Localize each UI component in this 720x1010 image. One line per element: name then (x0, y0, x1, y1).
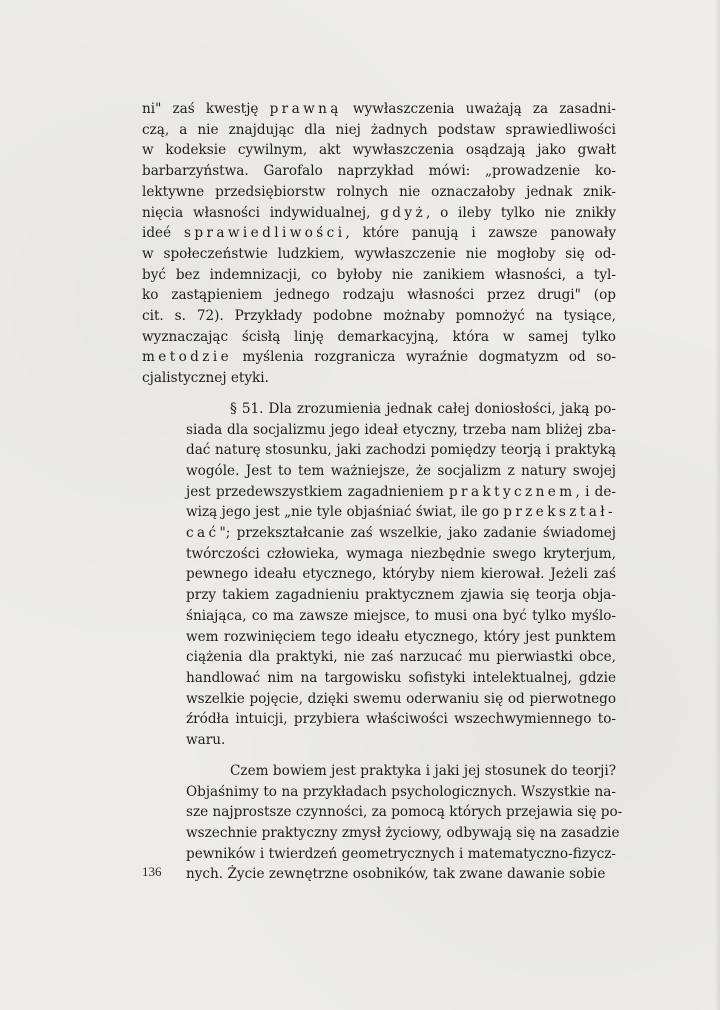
text-line: § 51. Dla zrozumienia jednak całej doniosłości, jaką po- (230, 400, 616, 417)
paragraph-1 (142, 99, 616, 389)
text-line: handlować nim na targowisku sofistyki intelektualnej, gdzie (186, 669, 616, 686)
text-line: wizą jego jest „nie tyle objaśniać świat, ile go przekształ- (186, 504, 616, 521)
text-line: czą, a nie znajdując dla niej żadnych podstaw sprawiedliwości (142, 121, 616, 138)
text-line: wszelkie pojęcie, dzięki swemu oderwaniu się od pierwotnego (186, 690, 616, 707)
text-line: jest przedewszystkiem zagadnieniem praktycznem, i de- (186, 483, 617, 500)
spaced-emphasis: przekształ- (503, 504, 616, 521)
text-line: wogóle. Jest to tem ważniejsze, że socjalizm z natury swojej (186, 462, 616, 479)
text-line: ideé sprawiedliwości, które panują i zawsze panowały (142, 225, 616, 242)
text-line: pewników i twierdzeń geometrycznych i matematyczno-fizycz- (186, 845, 616, 862)
text-line: waru. (186, 732, 226, 749)
paragraph-2 (142, 399, 616, 751)
text-line: siada dla socjalizmu jego ideał etyczny, trzeba nam bliżej zba- (186, 421, 616, 438)
text-line: cjalistycznej etyki. (142, 370, 269, 387)
text-line: przy takiem zagadnieniu praktycznem zjawia się teorja obja- (186, 587, 616, 604)
text-line: ciążenia dla praktyki, nie zaś narzucać mu pierwiastki obce, (186, 649, 616, 666)
page-number: 136 (142, 864, 162, 879)
text-line: dać naturę stosunku, jaki zachodzi pomiędzy teorją i praktyką (186, 442, 616, 459)
text-line: być bez indemnizacji, co byłoby nie zanikiem własności, a tyl- (142, 266, 616, 283)
spaced-emphasis: prawną (269, 101, 342, 117)
paragraph-3 (142, 761, 623, 885)
text-line: pewnego ideału etycznego, któryby niem kierował. Jeżeli zaś (186, 566, 616, 583)
text-line: ni" zaś kwestję prawną wywłaszczenia uważają za zasadni- (142, 101, 616, 117)
body-text (142, 99, 623, 885)
text-line: śniająca, co ma zawsze miejsce, to musi ona być tylko myślo- (186, 607, 616, 624)
page-edge-shadow (715, 0, 720, 1010)
text-line: wem rozwinięciem tego ideału etycznego, który jest punktem (186, 628, 616, 645)
text-line: wyznaczając ścisłą linję demarkacyjną, która w samej tylko (142, 328, 616, 345)
text-line: cit. s. 72). Przykłady podobne możnaby pomnożyć na tysiące, (142, 308, 616, 325)
text-line: metodzie myślenia rozgranicza wyraźnie dogmatyzm od so- (142, 349, 616, 366)
text-line: twórczości człowieka, wymaga niezbędnie swego kryterjum, (186, 545, 616, 562)
text-line: barbarzyństwa. Garofalo naprzykład mówi: „prowadzenie ko- (142, 163, 616, 180)
text-line: w kodeksie cywilnym, akt wywłaszczenia osądzają jako gwałt (142, 142, 616, 159)
spaced-emphasis: metodzie (142, 349, 233, 366)
spaced-emphasis: gdyż (380, 204, 427, 221)
spaced-emphasis: praktycznem (448, 483, 576, 500)
text-line: lektywne przedsiębiorstw rolnych nie oznaczałoby jednak znik- (142, 183, 616, 200)
text-line: źródła intuicji, przybiera właściwości wszechwymiennego to- (186, 711, 616, 728)
text-line: nięcia własności indywidualnej, gdyż, o ileby tylko nie znikły (142, 204, 616, 221)
text-line: nych. Życie zewnętrzne osobników, tak zwane dawanie sobie (186, 866, 606, 883)
spaced-emphasis: cać (186, 525, 220, 542)
text-line: sze najprostsze czynności, za pomocą których przejawia się po- (186, 804, 623, 821)
spaced-emphasis: sprawiedliwości (183, 225, 346, 242)
text-line: Objaśnimy to na przykładach psychologicznych. Wszystkie na- (186, 783, 616, 800)
text-line: wszechnie praktyczny zmysł życiowy, odbywają się na zasadzie (186, 824, 620, 841)
text-line: w społeczeństwie ludzkiem, wywłaszczenie nie mogłoby się od- (142, 245, 616, 262)
text-line: Czem bowiem jest praktyka i jaki jej stosunek do teorji? (230, 762, 616, 779)
text-line: ko zastąpieniem jednego rodzaju własności przez drugi" (op (142, 287, 616, 304)
text-line: cać"; przekształcanie zaś wszelkie, jako zadanie świadomej (186, 525, 616, 542)
